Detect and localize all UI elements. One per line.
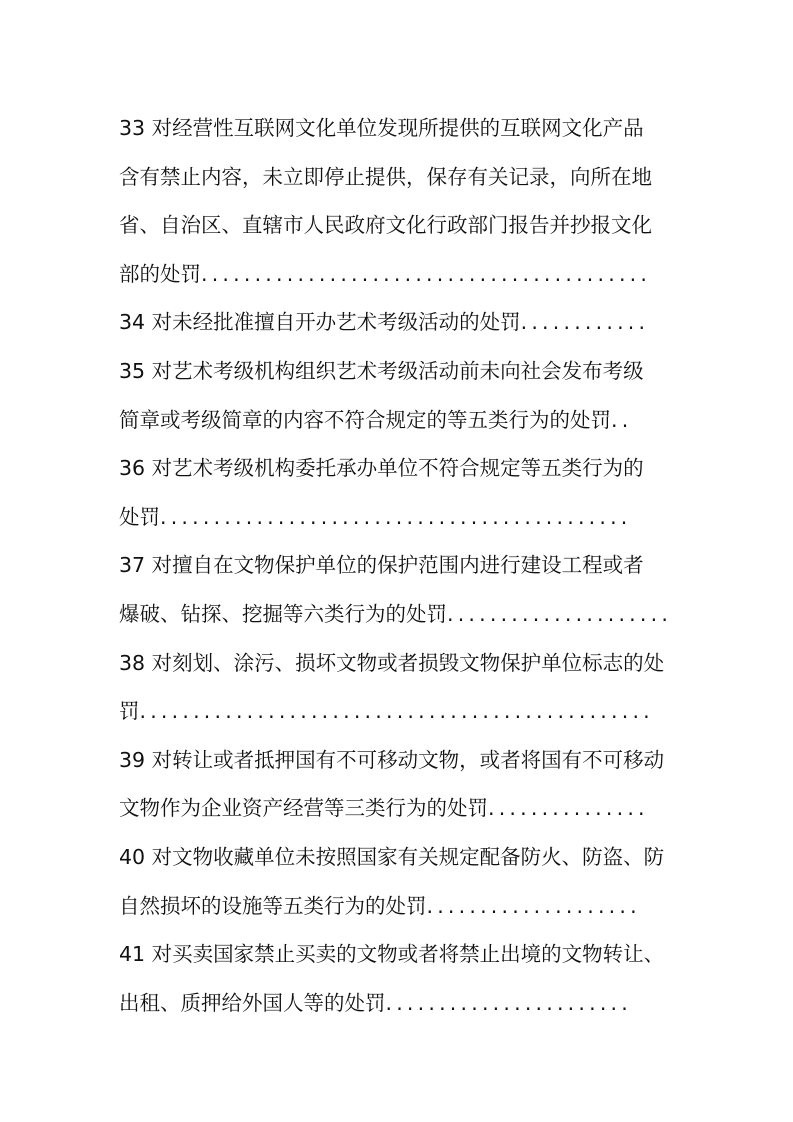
table-of-contents (119, 104, 679, 1027)
toc-entry-34-line-1 (119, 298, 679, 347)
toc-entry-39-line-2 (119, 784, 679, 833)
toc-entry-40-line-1 (119, 833, 679, 882)
entry-text: 文物作为企业资产经营等三类行为的处罚 (119, 796, 488, 821)
entry-number: 34 (119, 310, 146, 335)
entry-number: 35 (119, 358, 146, 383)
entry-text: 爆破、钻探、挖掘等六类行为的处罚 (119, 601, 447, 626)
dot-leader: ............... (488, 796, 649, 821)
entry-text: 含有禁止内容，未立即停止提供，保存有关记录，向所在地 (119, 164, 652, 189)
toc-entry-39-line-1 (119, 736, 679, 785)
entry-text: 对文物收藏单位未按照国家有关规定配备防火、防盗、防 (151, 844, 665, 869)
toc-entry-41-line-1 (119, 930, 679, 979)
entry-number: 33 (119, 116, 146, 140)
toc-entry-37-line-2 (119, 590, 679, 639)
entry-text: 省、自治区、直辖市人民政府文化行政部门报告并抄报文化 (119, 213, 652, 238)
toc-entry-33-line-3 (119, 201, 679, 250)
dot-leader: ................................................ (139, 699, 654, 724)
entry-text: 对艺术考级机构委托承办单位不符合规定等五类行为的 (151, 456, 644, 481)
toc-entry-40-line-2 (119, 882, 679, 931)
dot-leader: ............................................ (160, 504, 632, 529)
toc-entry-35-line-2 (119, 396, 679, 445)
toc-entry-38-line-2 (119, 687, 679, 736)
entry-text: 对未经批准擅自开办艺术考级活动的处罚 (151, 310, 521, 335)
dot-leader: .......................................... (201, 261, 652, 286)
entry-text: 对转让或者抵押国有不可移动文物，或者将国有不可移动 (151, 747, 665, 772)
entry-text: 对刻划、涂污、损坏文物或者损毁文物保护单位标志的处 (151, 650, 665, 675)
entry-text: 对擅自在文物保护单位的保护范围内进行建设工程或者 (151, 553, 644, 578)
toc-entry-37-line-1 (119, 541, 679, 590)
toc-entry-33-line-1 (119, 104, 679, 153)
entry-text: 对买卖国家禁止买卖的文物或者将禁止出境的文物转让、 (151, 942, 665, 967)
dot-leader: .. (611, 407, 633, 432)
entry-number: 40 (119, 844, 146, 869)
entry-number: 38 (119, 650, 146, 675)
entry-number: 36 (119, 456, 146, 481)
dot-leader: ....................... (385, 990, 632, 1015)
entry-text: 简章或考级简章的内容不符合规定的等五类行为的处罚 (119, 407, 611, 432)
toc-entry-36-line-2 (119, 493, 679, 542)
toc-entry-33-line-2 (119, 153, 679, 202)
entry-number: 41 (119, 942, 146, 967)
toc-entry-33-line-4 (119, 250, 679, 299)
entry-number: 37 (119, 553, 146, 578)
dot-leader: ..................... (447, 601, 673, 626)
entry-text: 自然损坏的设施等五类行为的处罚 (119, 893, 427, 918)
entry-text: 对艺术考级机构组织艺术考级活动前未向社会发布考级 (151, 358, 644, 383)
entry-text: 罚 (119, 699, 140, 724)
toc-entry-41-line-2 (119, 979, 679, 1028)
entry-text: 部的处罚 (119, 261, 201, 286)
entry-text: 对经营性互联网文化单位发现所提供的互联网文化产品 (151, 116, 644, 140)
entry-text: 出租、质押给外国人等的处罚 (119, 990, 386, 1015)
entry-text: 处罚 (119, 504, 160, 529)
dot-leader: ............ (520, 310, 650, 335)
dot-leader: .................... (426, 893, 641, 918)
toc-entry-36-line-1 (119, 444, 679, 493)
toc-entry-35-line-1 (119, 347, 679, 396)
entry-number: 39 (119, 747, 146, 772)
toc-entry-38-line-1 (119, 639, 679, 688)
